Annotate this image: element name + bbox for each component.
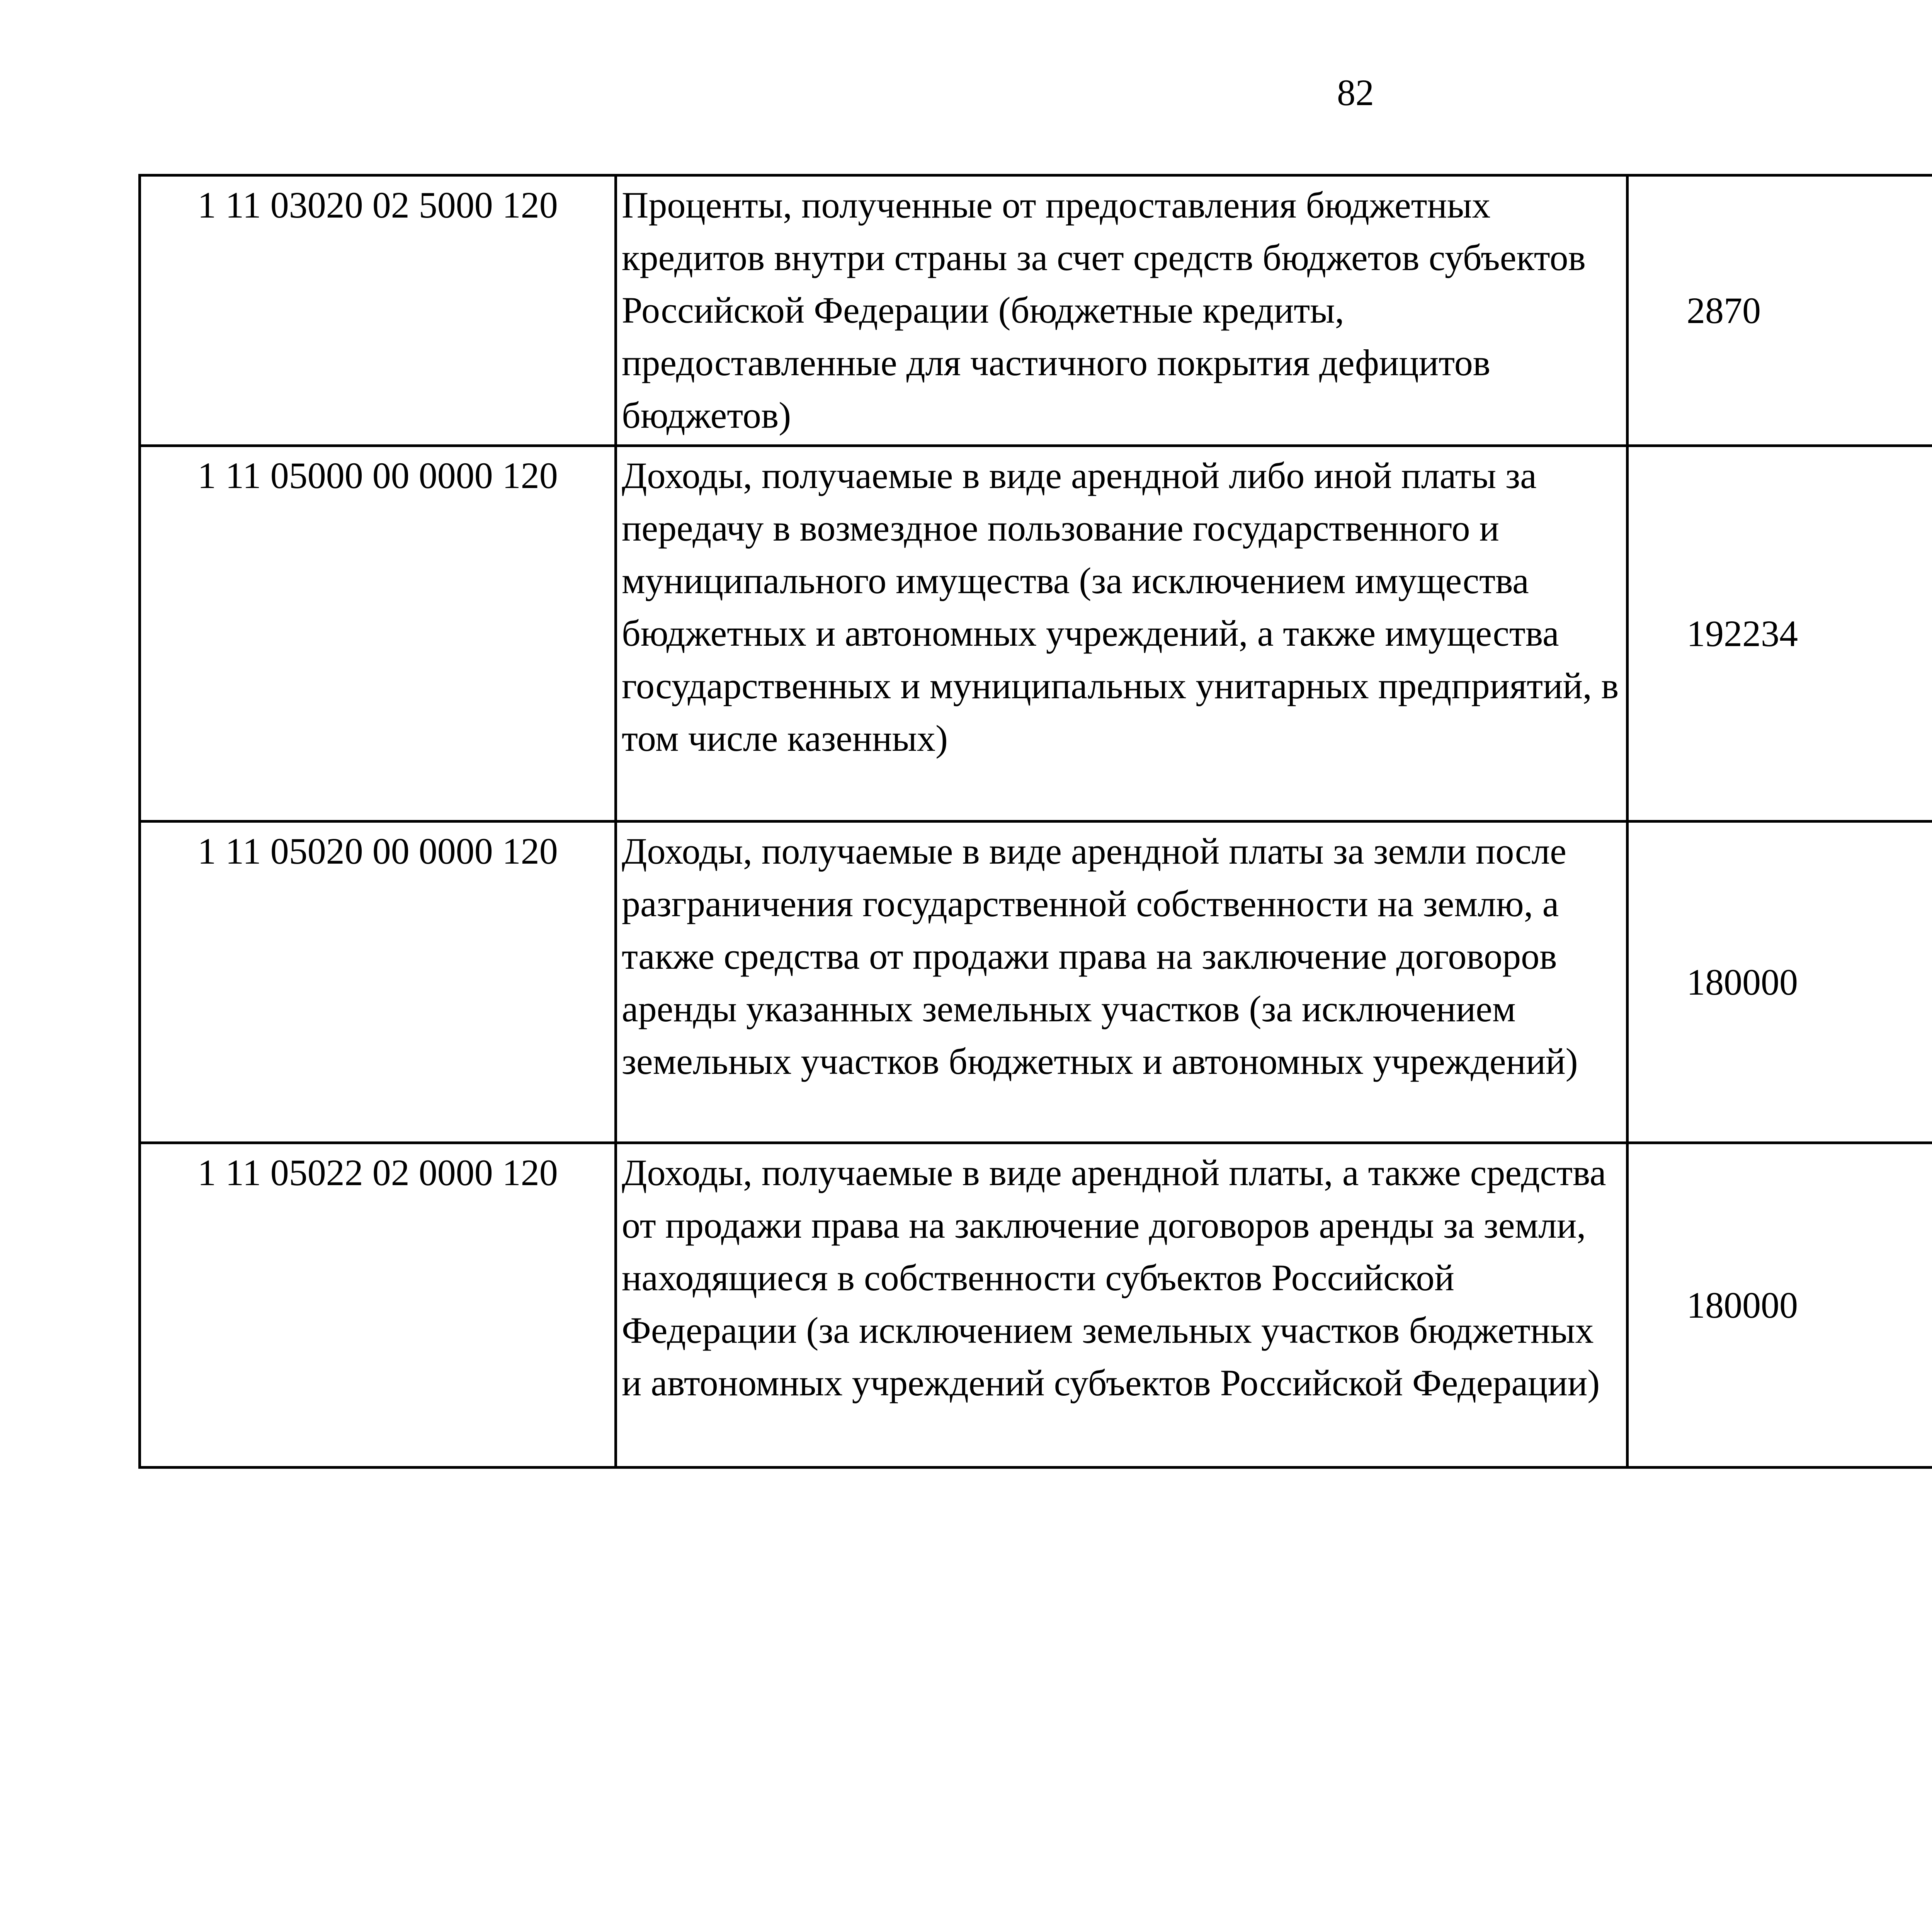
revenue-description: Доходы, получаемые в виде арендной либо иной платы за передачу в возмездное пользование государственного и муниципального имущества (за исключением имущества бюджетных и автономных учреждений, а также имущества государственных и муниципальных унитарных предприятий, в том числе казенных) (616, 446, 1628, 822)
value-year-1: 180000 (1628, 1143, 1932, 1468)
page-number: 82 (1337, 72, 1374, 113)
budget-classification-code: 1 11 05000 00 0000 120 (140, 446, 616, 822)
table-row (140, 1143, 1932, 1468)
budget-classification-code: 1 11 05022 02 0000 120 (140, 1143, 616, 1468)
revenue-description: Проценты, полученные от предоставления бюджетных кредитов внутри страны за счет средств бюджетов субъектов Российской Федерации (бюджетные кредиты, предоставленные для частичного покрытия дефицитов бюджетов) (616, 175, 1628, 446)
revenue-description: Доходы, получаемые в виде арендной платы за земли после разграничения государственной собственности на землю, а также средства от продажи права на заключение договоров аренды указанных земельных участков (за исключением земельных участков бюджетных и автономных учреждений) (616, 822, 1628, 1143)
value-year-1: 192234 (1628, 446, 1932, 822)
table-row (140, 446, 1932, 822)
budget-classification-code: 1 11 05020 00 0000 120 (140, 822, 616, 1143)
value-year-1: 180000 (1628, 822, 1932, 1143)
revenue-table (138, 174, 1932, 1469)
revenue-description: Доходы, получаемые в виде арендной платы, а также средства от продажи права на заключение договоров аренды за земли, находящиеся в собственности субъектов Российской Федерации (за исключением земельных участков бюджетных и автономных учреждений субъектов Российской Федерации) (616, 1143, 1628, 1468)
table-row (140, 822, 1932, 1143)
budget-classification-code: 1 11 03020 02 5000 120 (140, 175, 616, 446)
value-year-1: 2870 (1628, 175, 1932, 446)
table-row (140, 175, 1932, 446)
